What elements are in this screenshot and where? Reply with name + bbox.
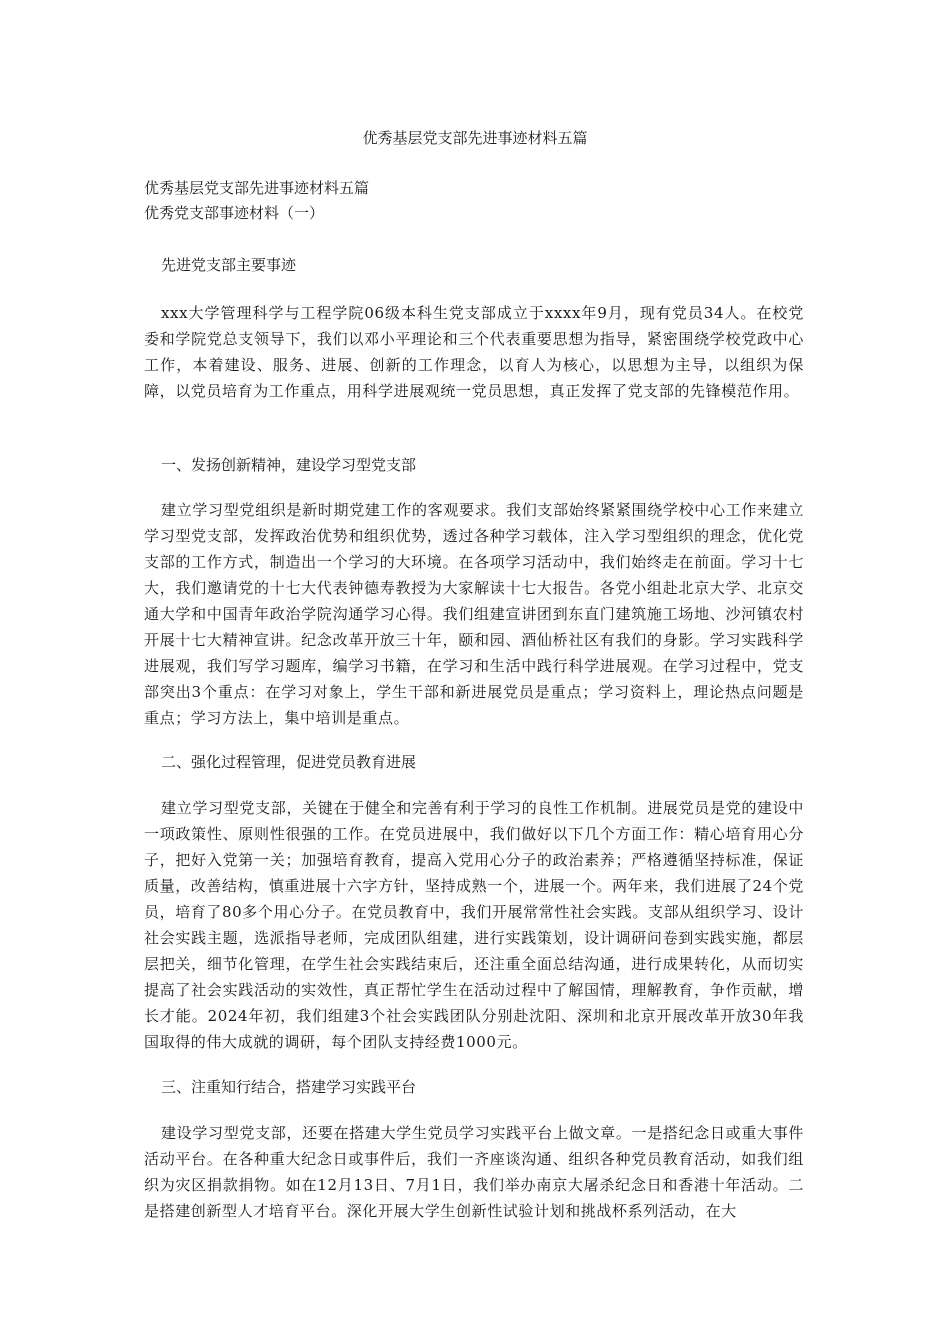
paragraph-1: 建立学习型党组织是新时期党建工作的客观要求。我们支部始终紧紧围绕学校中心工作来建立学习型党支部，发挥政治优势和组织优势，透过各种学习载体，注入学习型组织的理念，优化党支部的工作方式，制造出一个学习的大环境。在各项学习活动中，我们始终走在前面。学习十七大，我们邀请党的十七大代表钟德寿教授为大家解读十七大报告。各党小组赴北京大学、北京交通大学和中国青年政治学院沟通学习心得。我们组建宣讲团到东直门建筑施工场地、沙河镇农村开展十七大精神宣讲。纪念改革开放三十年，颐和园、酒仙桥社区有我们的身影。学习实践科学进展观，我们写学习题库，编学习书籍，在学习和生活中践行科学进展观。在学习过程中，党支部突出3个重点：在学习对象上，学生干部和新进展党员是重点；学习资料上，理论热点问题是重点；学习方法上，集中培训是重点。	[144, 501, 804, 727]
paragraph-2: 建立学习型党支部，关键在于健全和完善有利于学习的良性工作机制。进展党员是党的建设中一项政策性、原则性很强的工作。在党员进展中，我们做好以下几个方面工作：精心培育用心分子，把好入党第一关；加强培育教育，提高入党用心分子的政治素养；严格遵循坚持标准，保证质量，改善结构，慎重进展十六字方针，坚持成熟一个，进展一个。两年来，我们进展了24个党员，培育了80多个用心分子。在党员教育中，我们开展常常性社会实践。支部从组织学习、设计社会实践主题，选派指导老师，完成团队组建，进行实践策划，设计调研问卷到实践实施，都层层把关，细节化管理，在学生社会实践结束后，还注重全面总结沟通，进行成果转化，从而切实提高了社会实践活动的实效性，真正帮忙学生在活动过程中了解国情，理解教育，争作贡献，增长才能。2024年初，我们组建3个社会实践团队分别赴沈阳、深圳和北京开展改革开放30年我国取得的伟大成就的调研，每个团队支持经费1000元。	[144, 799, 804, 1051]
section-heading-2: 二、强化过程管理，促进党员教育进展	[161, 753, 417, 771]
subtitle-line-2: 优秀党支部事迹材料（一）	[144, 204, 325, 222]
subtitle-line-1: 优秀基层党支部先进事迹材料五篇	[144, 179, 370, 197]
section-heading-intro: 先进党支部主要事迹	[161, 256, 297, 274]
document-title: 优秀基层党支部先进事迹材料五篇	[362, 129, 588, 147]
paragraph-3: 建设学习型党支部，还要在搭建大学生党员学习实践平台上做文章。一是搭纪念日或重大事件活动平台。在各种重大纪念日或事件后，我们一齐座谈沟通、组织各种党员教育活动，如我们组织为灾区捐款捐物。如在12月13日、7月1日，我们举办南京大屠杀纪念日和香港十年活动。二是搭建创新型人才培育平台。深化开展大学生创新性试验计划和挑战杯系列活动，在大	[144, 1124, 804, 1220]
paragraph-intro: xxx大学管理科学与工程学院06级本科生党支部成立于xxxx年9月，现有党员34人。在校党委和学院党总支领导下，我们以邓小平理论和三个代表重要思想为指导，紧密围绕学校党政中心工作，本着建设、服务、进展、创新的工作理念，以育人为核心，以思想为主导，以组织为保障，以党员培育为工作重点，用科学进展观统一党员思想，真正发挥了党支部的先锋模范作用。	[144, 304, 804, 400]
section-heading-3: 三、注重知行结合，搭建学习实践平台	[161, 1078, 417, 1096]
section-heading-1: 一、发扬创新精神，建设学习型党支部	[161, 456, 417, 474]
